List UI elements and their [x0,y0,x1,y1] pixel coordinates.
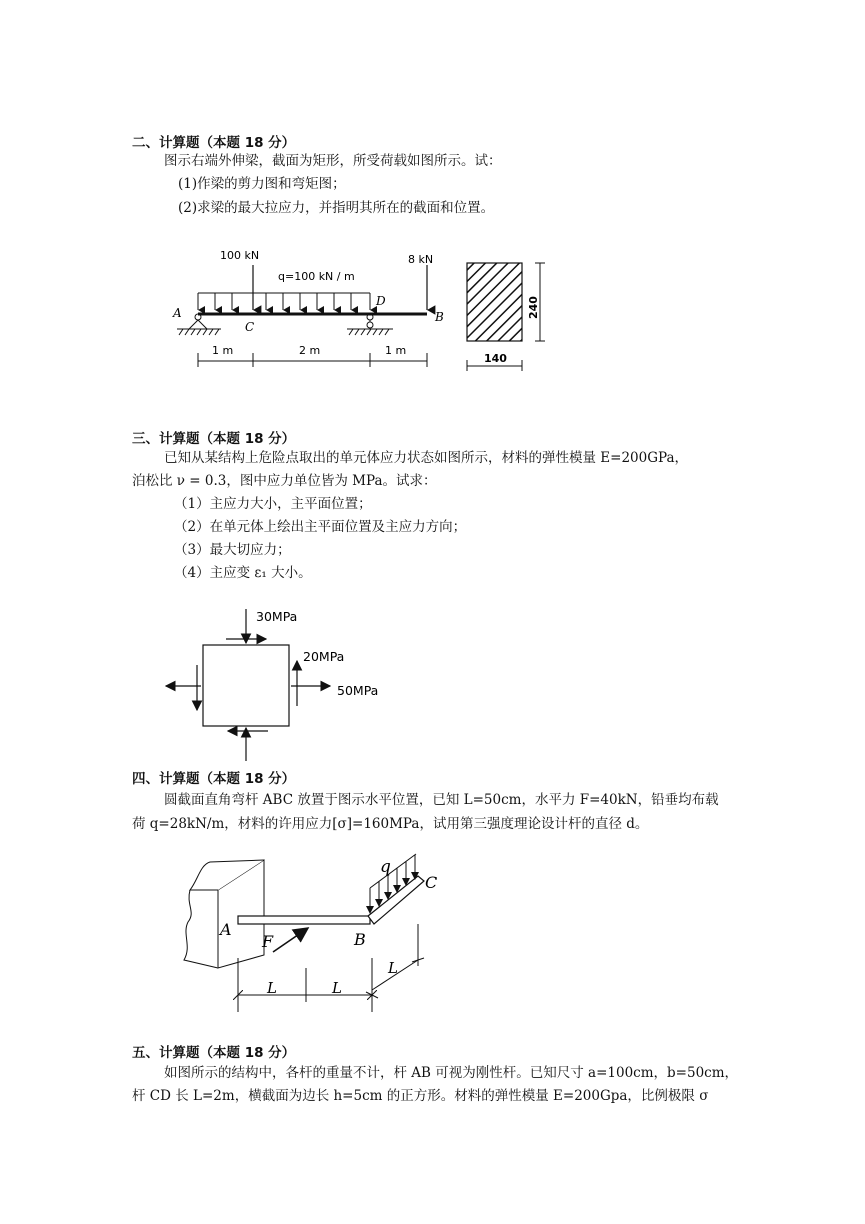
section-4-line-1: 圆截面直角弯杆 ABC 放置于图示水平位置，已知 L=50cm，水平力 F=40kN，铅垂均布载 [164,792,719,808]
point-load-label: 100 kN [220,249,260,262]
section-2-line-2: (1)作梁的剪力图和弯矩图； [178,176,346,192]
section-3-heading: 三、计算题（本题 18 分） [132,431,296,447]
sigma-x-label: 50MPa [337,683,379,698]
sigma-y-label: 30MPa [256,609,298,624]
label-l-2: L [332,979,342,997]
section-3-line-4: （2）在单元体上绘出主平面位置及主应力方向； [174,519,467,535]
dim-3: 1 m [385,344,407,357]
label-f: F [262,932,274,951]
label-d: D [376,294,386,308]
label-a: A [173,306,182,320]
section-5-line-2: 杆 CD 长 L=2m，横截面为边长 h=5cm 的正方形。材料的弹性模量 E=200Gpa，比例极限 σ [132,1088,709,1104]
bent-bar-figure [170,850,460,1015]
roller-support-d [347,314,393,335]
section-3-line-6: （4）主应变 ε₁ 大小。 [174,565,312,581]
distributed-load-label: q=100 kN / m [278,270,355,283]
section-3-line-2: 泊松比 ν = 0.3，图中应力单位皆为 MPa。试求： [132,473,437,489]
label-a: A [220,920,232,939]
label-l-3: L [388,959,398,977]
section-3-line-3: （1）主应力大小，主平面位置； [174,496,372,512]
section-4-line-2: 荷 q=28kN/m，材料的许用应力[σ]=160MPa，试用第三强度理论设计杆的直径 d。 [132,816,649,832]
section-3-line-5: （3）最大切应力； [174,542,291,558]
force-f-arrow [273,928,308,952]
section-height-label: 240 [527,296,540,319]
label-b: B [354,930,366,949]
section-2-line-3: (2)求梁的最大拉应力，并指明其所在的截面和位置。 [178,200,495,216]
bar-ab [238,916,370,924]
label-b: B [435,310,444,324]
distributed-load-arrows [198,293,370,310]
section-width-label: 140 [484,352,507,365]
section-5-heading: 五、计算题（本题 18 分） [132,1045,296,1061]
cross-section [467,263,522,341]
section-2-heading: 二、计算题（本题 18 分） [132,135,296,151]
label-c: C [245,320,255,334]
label-l-1: L [267,979,277,997]
label-c: C [425,873,438,892]
section-5-line-1: 如图所示的结构中，各杆的重量不计，杆 AB 可视为刚性杆。已知尺寸 a=100cm，b=50cm， [164,1065,739,1081]
fixed-wall [184,860,264,968]
pin-support-a [177,314,221,335]
dim-1: 1 m [212,344,234,357]
dim-2: 2 m [299,344,321,357]
section-3-line-1: 已知从某结构上危险点取出的单元体应力状态如图所示，材料的弹性模量 E=200GPa， [164,450,689,466]
stress-element [203,645,289,726]
beam-figure [165,243,565,378]
label-q: q [380,857,391,877]
section-4-heading: 四、计算题（本题 18 分） [132,771,296,787]
stress-element-figure [160,605,400,765]
end-load-label: 8 kN [408,253,434,266]
tau-label: 20MPa [303,649,345,664]
section-2-line-1: 图示右端外伸梁，截面为矩形，所受荷载如图所示。试： [164,153,502,169]
